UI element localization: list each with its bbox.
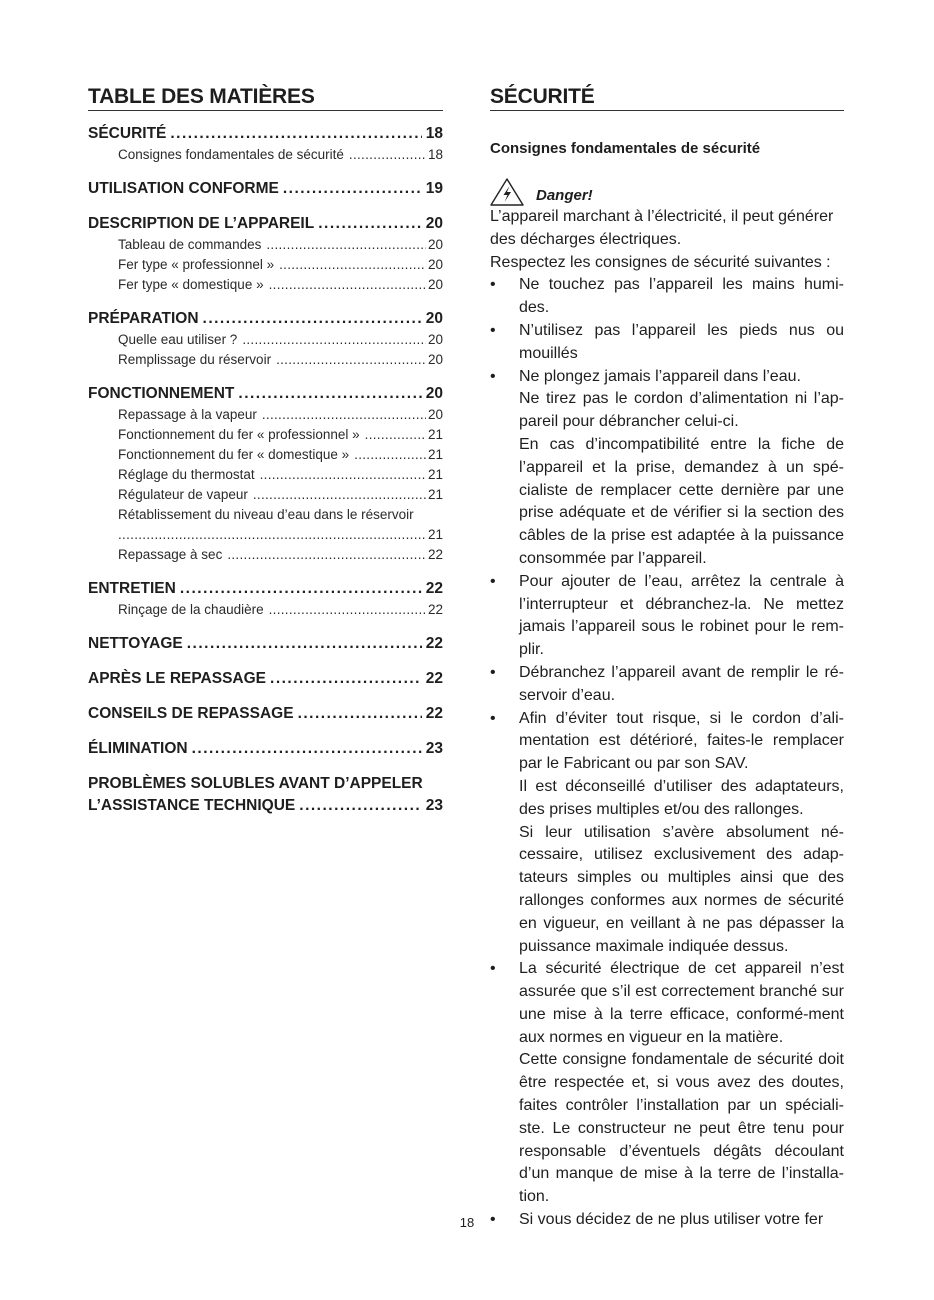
toc-subentry-page: 21 — [427, 487, 443, 502]
toc-subentry-title: Fonctionnement du fer « professionnel » — [118, 427, 360, 442]
toc-leader — [279, 255, 426, 275]
toc-entry — [88, 213, 443, 235]
toc-leader — [349, 145, 426, 165]
toc-subentry-title: Consignes fondamentales de sécurité — [118, 147, 344, 162]
danger-warning — [490, 176, 844, 206]
safety-rule — [490, 958, 844, 1209]
toc-entry — [88, 668, 443, 690]
toc-subentry-page: 20 — [427, 407, 443, 422]
toc-group — [88, 738, 443, 760]
toc-entry-title: NETTOYAGE — [88, 635, 183, 652]
toc-entry-title: APRÈS LE REPASSAGE — [88, 670, 267, 687]
toc-entry-page: 20 — [425, 215, 443, 232]
toc-subentry — [88, 405, 443, 425]
toc-entry-title: FONCTIONNEMENT — [88, 385, 235, 402]
toc-subentry — [88, 545, 443, 565]
bullet-icon: • — [490, 663, 496, 681]
safety-rule-text: Pour ajouter de l’eau, arrêtez la centrale à l’interrupteur et débranchez-la. Ne mettez jamais l’appareil sous le robinet pour le rem-plir. — [519, 572, 844, 659]
toc-subentry — [88, 600, 443, 620]
toc-subentry — [88, 255, 443, 275]
toc-column — [88, 84, 443, 830]
toc-leader — [242, 330, 426, 350]
safety-rules-list — [490, 274, 844, 1231]
toc-subentry-page: 20 — [427, 352, 443, 367]
toc-entry-title-line2: L’ASSISTANCE TECHNIQUE — [88, 797, 296, 814]
toc-leader — [180, 578, 422, 600]
toc-entry-page: 22 — [425, 635, 443, 652]
toc-entry-title-line1: PROBLÈMES SOLUBLES AVANT D’APPELER — [88, 775, 423, 792]
toc-leader — [269, 600, 426, 620]
toc-subentry-page: 21 — [427, 427, 443, 442]
toc-subentry-page: 21 — [427, 527, 443, 542]
page-number: 18 — [459, 1215, 475, 1230]
toc-entry-page: 20 — [425, 310, 443, 327]
toc-entry-title: SÉCURITÉ — [88, 125, 167, 142]
safety-rule-text: Ne touchez pas l’appareil les mains humi-des. — [519, 276, 844, 317]
safety-rule-text: Si leur utilisation s’avère absolument né-cessaire, utilisez exclusivement des adap-tateurs simples ou multiples ainsi que des rallonges conformes aux normes de sécurité en vigueur, en veillant à ne pas dépasser la puissance maximale indiquée dessus. — [519, 823, 844, 955]
toc-entry-page: 22 — [425, 705, 443, 722]
toc-subentry — [88, 275, 443, 295]
toc-entry — [88, 703, 443, 725]
toc-entry-page: 19 — [425, 180, 443, 197]
safety-title: SÉCURITÉ — [490, 84, 844, 111]
toc-entry-page: 18 — [425, 125, 443, 142]
toc-subentry-title: Tableau de commandes — [118, 237, 262, 252]
toc-leader — [227, 545, 426, 565]
safety-rule-text: Afin d’éviter tout risque, si le cordon d’ali-mentation est détérioré, faites-le remplacer par le Fabricant ou par son SAV. — [519, 709, 844, 773]
toc-subentry-page: 20 — [427, 257, 443, 272]
toc-entry — [88, 383, 443, 405]
safety-rule-text: Débranchez l’appareil avant de remplir le ré-servoir d’eau. — [519, 663, 844, 704]
bullet-icon: • — [490, 960, 496, 978]
safety-rule — [490, 708, 844, 959]
toc-subentry-title: Rétablissement du niveau d’eau dans le réservoir — [118, 507, 414, 522]
toc-entry-title: ÉLIMINATION — [88, 740, 188, 757]
toc-subentry — [88, 465, 443, 485]
toc-leader — [266, 235, 426, 255]
toc-entry — [88, 773, 443, 817]
intro-paragraph: L’appareil marchant à l’électricité, il peut générer des décharges électriques. — [490, 208, 834, 248]
toc-subentry-title: Quelle eau utiliser ? — [118, 332, 238, 347]
bullet-icon: • — [490, 1211, 496, 1229]
toc-entry-title: ENTRETIEN — [88, 580, 176, 597]
danger-label: Danger! — [536, 187, 593, 204]
toc-group — [88, 383, 443, 565]
toc-leader — [276, 350, 426, 370]
toc-entry-title: DESCRIPTION DE L’APPAREIL — [88, 215, 315, 232]
safety-rule — [490, 571, 844, 662]
toc-entry — [88, 178, 443, 200]
bullet-icon: • — [490, 276, 496, 294]
toc-leader — [203, 308, 422, 330]
toc-entry-title: CONSEILS DE REPASSAGE — [88, 705, 294, 722]
toc-subentry-title: Fonctionnement du fer « domestique » — [118, 447, 350, 462]
toc-leader — [192, 738, 422, 760]
toc-leader — [365, 425, 426, 445]
toc-subentry — [88, 445, 443, 465]
toc-group — [88, 703, 443, 725]
toc-leader — [299, 795, 421, 817]
toc-leader — [298, 703, 422, 725]
toc-group — [88, 668, 443, 690]
toc-subentry-title: Repassage à sec — [118, 547, 223, 562]
toc-group — [88, 178, 443, 200]
toc-subentry-page: 21 — [427, 447, 443, 462]
toc-leader — [262, 405, 426, 425]
safety-rule-text: La sécurité électrique de cet appareil n’est assurée que s’il est correctement branché sur une mise à la terre efficace, conformé-ment aux normes en vigueur en la matière. — [519, 960, 844, 1046]
intro-paragraph: Respectez les consignes de sécurité suivantes : — [490, 253, 831, 271]
toc-entry — [88, 738, 443, 760]
safety-rule-text: Ne tirez pas le cordon d’alimentation ni l’ap-pareil pour débrancher celui-ci. — [519, 390, 844, 431]
toc-subentry — [88, 425, 443, 445]
toc-leader — [170, 123, 421, 145]
toc-entry — [88, 123, 443, 145]
bullet-icon: • — [490, 321, 496, 339]
toc-leader — [354, 445, 426, 465]
toc-subentry-page: 18 — [427, 147, 443, 162]
toc-list — [88, 123, 443, 817]
toc-subentry-title: Repassage à la vapeur — [118, 407, 257, 422]
safety-intro — [490, 206, 844, 274]
toc-group — [88, 213, 443, 295]
toc-subentry — [88, 505, 443, 545]
toc-group — [88, 308, 443, 370]
safety-rule-text: Il est déconseillé d’utiliser des adaptateurs, des prises multiples et/ou des rallonges. — [519, 777, 844, 818]
toc-entry-title: PRÉPARATION — [88, 310, 199, 327]
toc-leader — [187, 633, 422, 655]
toc-subentry-title: Fer type « professionnel » — [118, 257, 275, 272]
safety-rule — [490, 320, 844, 366]
toc-entry-page: 22 — [425, 670, 443, 687]
safety-rule-text: Cette consigne fondamentale de sécurité doit être respectée et, si vous avez des doutes, faites contrôler l’installation par un spéciali-ste. Le constructeur ne peut être tenu pour responsable d’éventuels dégâts découlant d’un manque de mise à la terre de l’installa-tion. — [519, 1051, 844, 1206]
toc-subentry-title: Fer type « domestique » — [118, 277, 264, 292]
toc-leader — [318, 213, 422, 235]
safety-rule — [490, 366, 844, 571]
toc-group — [88, 773, 443, 817]
safety-rule-text: Ne plongez jamais l’appareil dans l’eau. — [519, 367, 801, 385]
toc-entry-page: 23 — [425, 797, 443, 814]
toc-leader — [238, 383, 421, 405]
safety-rule-text: Si vous décidez de ne plus utiliser votre fer — [519, 1211, 824, 1229]
toc-group — [88, 633, 443, 655]
toc-subentry — [88, 145, 443, 165]
safety-rule-text: En cas d’incompatibilité entre la fiche de l’appareil et la prise, demandez à un spé-cialiste de remplacer cette dernière par une prise adéquate et de vérifier si la section des câbles de la prise est adaptée à la puissance consommée par l’appareil. — [519, 435, 844, 567]
toc-subentry-title: Remplissage du réservoir — [118, 352, 272, 367]
toc-subentry-page: 20 — [427, 332, 443, 347]
toc-subentry-page: 22 — [427, 602, 443, 617]
toc-group — [88, 123, 443, 165]
toc-leader — [118, 525, 426, 545]
safety-column — [490, 84, 844, 1232]
toc-subentry-page: 21 — [427, 467, 443, 482]
toc-subentry — [88, 235, 443, 255]
safety-subheading: Consignes fondamentales de sécurité — [490, 140, 761, 157]
toc-subentry-title: Rinçage de la chaudière — [118, 602, 264, 617]
toc-entry-title: UTILISATION CONFORME — [88, 180, 279, 197]
toc-subentry-page: 20 — [427, 237, 443, 252]
toc-subentry-page: 22 — [427, 547, 443, 562]
toc-leader — [283, 178, 422, 200]
toc-subentry-title: Réglage du thermostat — [118, 467, 255, 482]
toc-entry — [88, 308, 443, 330]
toc-title: TABLE DES MATIÈRES — [88, 84, 443, 111]
toc-entry — [88, 578, 443, 600]
bullet-icon: • — [490, 709, 496, 727]
toc-entry-page: 23 — [425, 740, 443, 757]
bullet-icon: • — [490, 367, 496, 385]
toc-group — [88, 578, 443, 620]
toc-entry-page: 22 — [425, 580, 443, 597]
toc-subentry — [88, 485, 443, 505]
safety-rule — [490, 662, 844, 708]
toc-subentry-page: 20 — [427, 277, 443, 292]
toc-leader — [260, 465, 426, 485]
toc-entry — [88, 633, 443, 655]
toc-leader — [253, 485, 426, 505]
warning-icon — [490, 178, 524, 206]
toc-subentry — [88, 350, 443, 370]
bullet-icon: • — [490, 572, 496, 590]
toc-subentry — [88, 330, 443, 350]
safety-rule — [490, 274, 844, 320]
toc-leader — [269, 275, 426, 295]
safety-rule-text: N’utilisez pas l’appareil les pieds nus ou mouillés — [519, 321, 844, 362]
toc-leader — [270, 668, 422, 690]
toc-entry-page: 20 — [425, 385, 443, 402]
toc-subentry-title: Régulateur de vapeur — [118, 487, 248, 502]
